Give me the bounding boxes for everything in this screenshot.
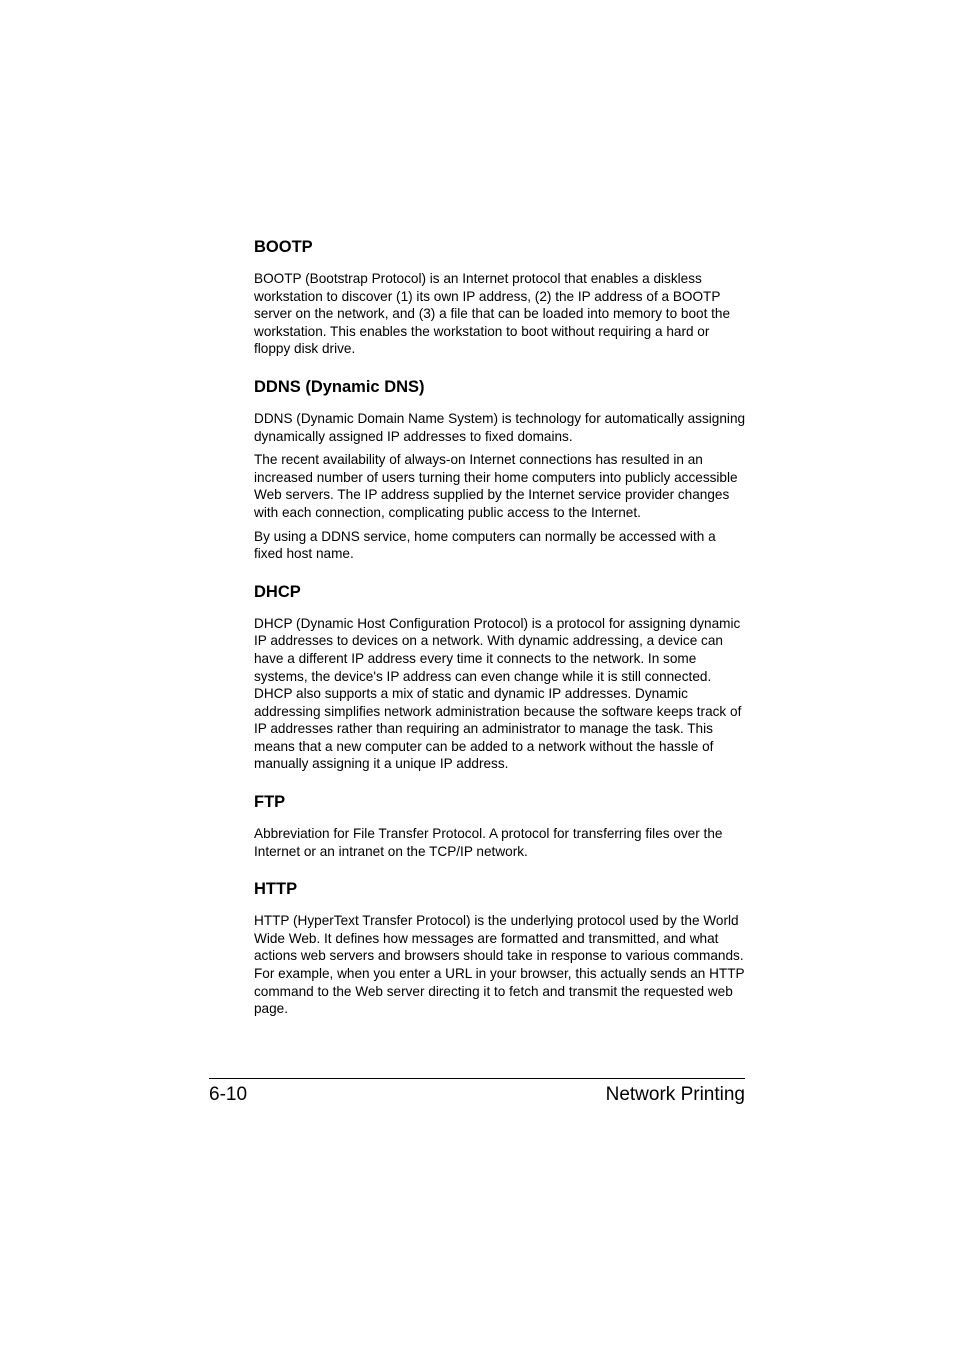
section-heading: DHCP (254, 582, 301, 601)
page-number: 6-10 (209, 1084, 248, 1105)
section-heading: BOOTP (254, 238, 313, 256)
page-footer (209, 1078, 745, 1107)
paragraph: HTTP (HyperText Transfer Protocol) is the underlying protocol used by the World Wide Web. It defines how messages are formatted and transmitted, and what actions web servers and browsers should take in response to various commands. For example, when you enter a URL in your browser, this actually sends an HTTP command to the Web server directing it to fetch and transmit the requested web page. (254, 913, 745, 1017)
paragraph: The recent availability of always-on Internet connections has resulted in an increased number of users turning their home computers into publicly accessible Web servers. The IP address supplied by the Internet service provider changes with each connection, complicating public access to the Internet. (254, 452, 738, 520)
section-dhcp (254, 581, 746, 773)
section-bootp (254, 236, 746, 358)
paragraph: DHCP (Dynamic Host Configuration Protocol) is a protocol for assigning dynamic IP addresses to devices on a network. With dynamic addressing, a device can have a different IP address every time it connects to the network. In some systems, the device's IP address can even change while it is still connected. DHCP also supports a mix of static and dynamic IP addresses. Dynamic addressing simplifies network administration because the software keeps track of IP addresses rather than requiring an administrator to manage the task. This means that a new computer can be added to a network without the hassle of manually assigning it a unique IP address. (254, 615, 742, 772)
paragraph: DDNS (Dynamic Domain Name System) is technology for automatically assigning dynamically assigned IP addresses to fixed domains. (254, 410, 746, 444)
section-ddns (254, 376, 746, 563)
section-heading: FTP (254, 793, 286, 812)
section-http (254, 878, 746, 1018)
paragraph: By using a DDNS service, home computers can normally be accessed with a fixed host name. (254, 528, 716, 562)
section-heading: DDNS (Dynamic DNS) (254, 377, 425, 396)
section-heading: HTTP (254, 880, 298, 899)
section-ftp (254, 791, 746, 860)
paragraph: BOOTP (Bootstrap Protocol) is an Internet protocol that enables a diskless workstation to discover (1) its own IP address, (2) the IP address of a BOOTP server on the network, and (3) a file that can be loaded into memory to boot the workstation. This enables the workstation to boot without requiring a hard or floppy disk drive. (254, 271, 731, 357)
paragraph: Abbreviation for File Transfer Protocol. A protocol for transferring files over the Internet or an intranet on the TCP/IP network. (254, 826, 723, 859)
page-content (254, 236, 746, 1036)
chapter-title: Network Printing (605, 1084, 745, 1105)
